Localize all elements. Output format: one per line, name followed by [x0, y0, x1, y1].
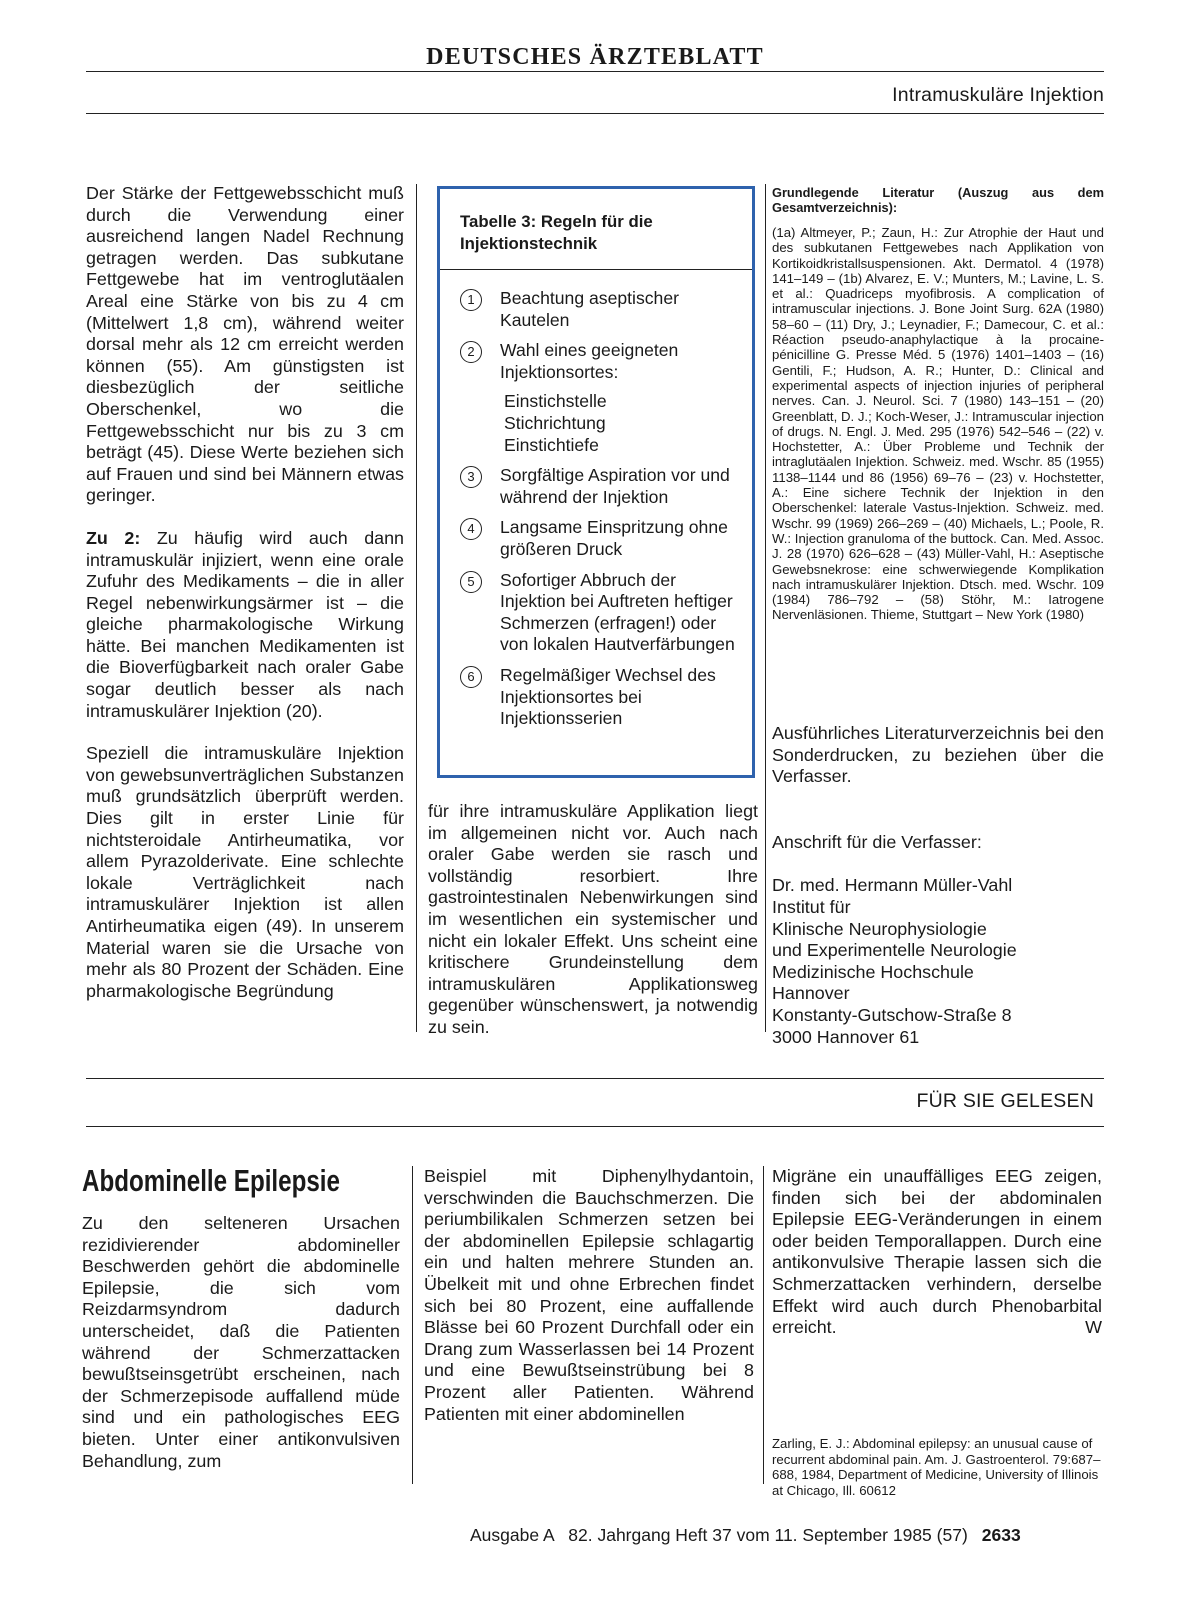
address-line: 3000 Hannover 61 [772, 1026, 920, 1047]
article-column-2 [428, 801, 758, 1039]
rule-text: Sorgfältige Aspiration vor und während der Injektion [500, 465, 730, 507]
references-heading: Grundlegende Literatur (Auszug aus dem Gesamtverzeichnis): [772, 185, 1104, 215]
rule-text: Beachtung aseptischer Kautelen [500, 288, 679, 330]
rule-number-badge: 2 [460, 341, 482, 363]
address-line: Konstanty-Gutschow-Straße 8 [772, 1004, 1012, 1025]
header-rule-bottom [86, 113, 1104, 114]
section-rule-bottom [86, 1126, 1104, 1127]
article-column-1 [86, 183, 404, 1002]
section-label-2: FÜR SIE GELESEN [916, 1090, 1094, 1112]
references-note-text: Ausführliches Literaturverzeichnis bei den Sonderdrucken, zu beziehen über die Verfasser. [772, 723, 1104, 787]
paragraph [86, 528, 404, 722]
column-3-text: Migräne ein unauffälliges EEG zeigen, finden sich bei der abdominalen Epilepsie EEG-Veränderungen in einem oder beiden Temporallappen. Durch eine antikonvulsive Therapie lassen sich die Schmerzattacken verhindern, derselbe Effekt wird auch durch Phenobarbital erreicht. [772, 1166, 1102, 1338]
short-article-column-3 [772, 1166, 1102, 1339]
rule-item [460, 665, 736, 730]
issue-info: Ausgabe A 82. Jahrgang Heft 37 vom 11. September 1985 (57) [470, 1525, 968, 1545]
page-number: 2633 [981, 1525, 1021, 1545]
header-rule-top [86, 71, 1104, 72]
rule-item [460, 517, 736, 560]
rule-item [460, 570, 736, 656]
references-text: (1a) Altmeyer, P.; Zaun, H.: Zur Atrophie der Haut und des subkutanen Fettgewebes nach Applikation von Kortikoidkristallsuspensionen. Akt. Dermatol. 4 (1978) 141–149 – (1b) Alvarez, E. V.; Munters, M.; Lavine, L. S. et al.: Quadriceps myofibrosis. A complication of intramuscular injections. J. Bone Joint Surg. 62A (1980) 58–60 – (11) Dry, J.; Leynadier, F.; Damecour, C. et al.: Réaction pseudo-anaphylactique à la procaine-pénicilline G. Presse Méd. 5 (1976) 1401–1403 – (16) Gentili, F.; Hudson, A. R.; Hunter, D.: Clinical and experimental aspects of injection injuries of peripheral nerves. Can. J. Neurol. Sci. 7 (1980) 143–151 – (20) Greenblatt, D. J.; Koch-Weser, J.: Intramuscular injection of drugs. N. Engl. J. Med. 295 (1976) 542–546 – (22) v. Hochstetter, A.: Über Probleme und Technik der intraglutäalen Injektion. Schweiz. med. Wschr. 85 (1955) 1138–1144 und 86 (1956) 69–76 – (23) v. Hochstetter, A.: Eine sichere Technik der Injektion in den Oberschenkel: laterale Vastus-Injektion. Schweiz. med. Wschr. 99 (1969) 266–269 – (40) Michaels, L.; Poole, R. W.: Injection granuloma of the buttock. Can. Med. Assoc. J. 28 (1970) 626–628 – (43) Müller-Vahl, H.: Aseptische Gewebsnekrose: eine schwerwiegende Komplikation nach intramuskulärer Injektion. Dtsch. med. Wschr. 109 (1984) 786–792 – (58) Stöhr, M.: Iatrogene Nervenläsionen. Thieme, Stuttgart – New York (1980) [772, 225, 1104, 623]
paragraph [772, 1166, 1102, 1339]
zu2-label: Zu 2: [86, 527, 141, 548]
section-label: Intramuskuläre Injektion [892, 84, 1104, 106]
subitem: Einstichstelle [504, 391, 607, 412]
subitem: Stichrichtung [504, 412, 606, 433]
rule-text: Regelmäßiger Wechsel des Injektionsortes bei Injektionsserien [500, 664, 716, 729]
page-footer [470, 1525, 1021, 1546]
rule-number-badge: 1 [460, 289, 482, 311]
references-note [772, 723, 1104, 1048]
rule-number-badge: 6 [460, 666, 482, 688]
address-line: Medizinische Hochschule [772, 961, 974, 982]
table-title-divider [440, 269, 752, 270]
address-line: Institut für [772, 896, 851, 917]
address-line: Dr. med. Hermann Müller-Vahl [772, 875, 1013, 896]
short-article-column-2 [424, 1166, 754, 1425]
rule-text: Wahl eines geeigneten Injektionsortes: [500, 340, 679, 382]
article-title: Abdominelle Epilepsie [82, 1163, 340, 1198]
rule-item [460, 465, 736, 508]
address-line: Hannover [772, 983, 850, 1004]
references-column [772, 186, 1104, 623]
column-divider [412, 1166, 413, 1484]
author-signature: W [1085, 1317, 1102, 1338]
paragraph: Speziell die intramuskuläre Injektion von gewebsunverträglichen Substanzen muß grundsätzlich überprüft werden. Dies gilt in erster Linie für nichtsteroidale Antirheumatika, vor allem Pyrazolderivate. Eine schlechte lokale Verträglichkeit nach intramuskulärer Injektion ist allen Antirheumatika eigen (49). In unserem Material waren sie die Ursache von mehr als 80 Prozent der Schäden. Eine pharmakologische Begründung [86, 743, 404, 1001]
paragraph: Zu den selteneren Ursachen rezidivierender abdomineller Beschwerden gehört die abdominelle Epilepsie, die sich vom Reizdarmsyndrom dadurch unterscheidet, daß die Patienten während der Schmerzattacken bewußtseinsgetrübt erscheinen, nach der Schmerzepisode auffallend müde sind und ein pathologisches EEG bieten. Unter einer antikonvulsiven Behandlung, zum [82, 1213, 400, 1471]
rule-item [460, 288, 736, 331]
source-citation: Zarling, E. J.: Abdominal epilepsy: an unusual cause of recurrent abdominal pain. Am. J. Gastroenterol. 79:687–688, 1984, Department of Medicine, University of Illinois at Chicago, Ill. 60612 [772, 1436, 1101, 1498]
rule-number-badge: 4 [460, 518, 482, 540]
column-divider [765, 184, 766, 1032]
column-divider [416, 184, 417, 1032]
address-line: und Experimentelle Neurologie [772, 940, 1017, 961]
rule-text: Langsame Einspritzung ohne größeren Druck [500, 517, 728, 559]
rule-number-badge: 5 [460, 571, 482, 593]
section-rule-top [86, 1078, 1104, 1079]
short-article-column-1 [82, 1163, 400, 1472]
paragraph: für ihre intramuskuläre Applikation liegt im allgemeinen nicht vor. Auch nach oraler Gabe werden sie rasch und vollständig resorbiert. Ihre gastrointestinalen Nebenwirkungen sind im wesentlichen ein systemischer und nicht ein lokaler Effekt. Uns scheint eine kritischere Grundeinstellung dem intramuskulären Applikationsweg gegenüber wünschenswert, ja notwendig zu sein. [428, 801, 758, 1037]
paragraph: Der Stärke der Fettgewebsschicht muß durch die Verwendung einer ausreichend langen Nadel Rechnung getragen werden. Das subkutane Fettgewebe hat im ventroglutäalen Areal eine Stärke von bis zu 4 cm (Mittelwert 1,8 cm), während weiter dorsal mehr als 12 cm erreicht werden können (55). Am günstigsten ist diesbezüglich der seitliche Oberschenkel, wo die Fettgewebsschicht nur bis zu 3 cm beträgt (45). Diese Werte beziehen sich auf Frauen und sind bei Männern etwas geringer. [86, 183, 404, 506]
address-label: Anschrift für die Verfasser: [772, 831, 982, 852]
rule-item [460, 340, 736, 383]
address-line: Klinische Neurophysiologie [772, 918, 987, 939]
zu2-text: Zu häufig wird auch dann intramuskulär injiziert, wenn eine orale Zufuhr des Medikaments – die in aller Regel nebenwirkungsärmer ist – die gleiche pharmakologische Wirkung hätte. Bei manchen Medikamenten ist die Bioverfügbarkeit nach oraler Gabe sogar deutlich besser als nach intramuskulärer Injektion (20). [86, 527, 404, 721]
rule-number-badge: 3 [460, 466, 482, 488]
rule-text: Sofortiger Abbruch der Injektion bei Auftreten heftiger Schmerzen (erfragen!) oder von lokalen Hautverfärbungen [500, 569, 735, 655]
table-3-box [437, 186, 755, 778]
column-divider [763, 1166, 764, 1484]
table-title: Tabelle 3: Regeln für die Injektionstechnik [460, 212, 653, 253]
journal-masthead: DEUTSCHES ÄRZTEBLATT [426, 44, 764, 70]
paragraph: Beispiel mit Diphenylhydantoin, verschwinden die Bauchschmerzen. Die periumbilikalen Schmerzen setzen bei der abdominellen Epilepsie schlagartig ein und halten mehrere Stunden an. Übelkeit mit und ohne Erbrechen findet sich bei 80 Prozent, eine auffallende Blässe bei 60 Prozent Durchfall oder ein Drang zum Wasserlassen bei 14 Prozent und eine Bewußtseinstrübung bei 8 Prozent aller Patienten. Während Patienten mit einer abdominellen [424, 1166, 754, 1424]
subitem: Einstichtiefe [504, 434, 599, 455]
